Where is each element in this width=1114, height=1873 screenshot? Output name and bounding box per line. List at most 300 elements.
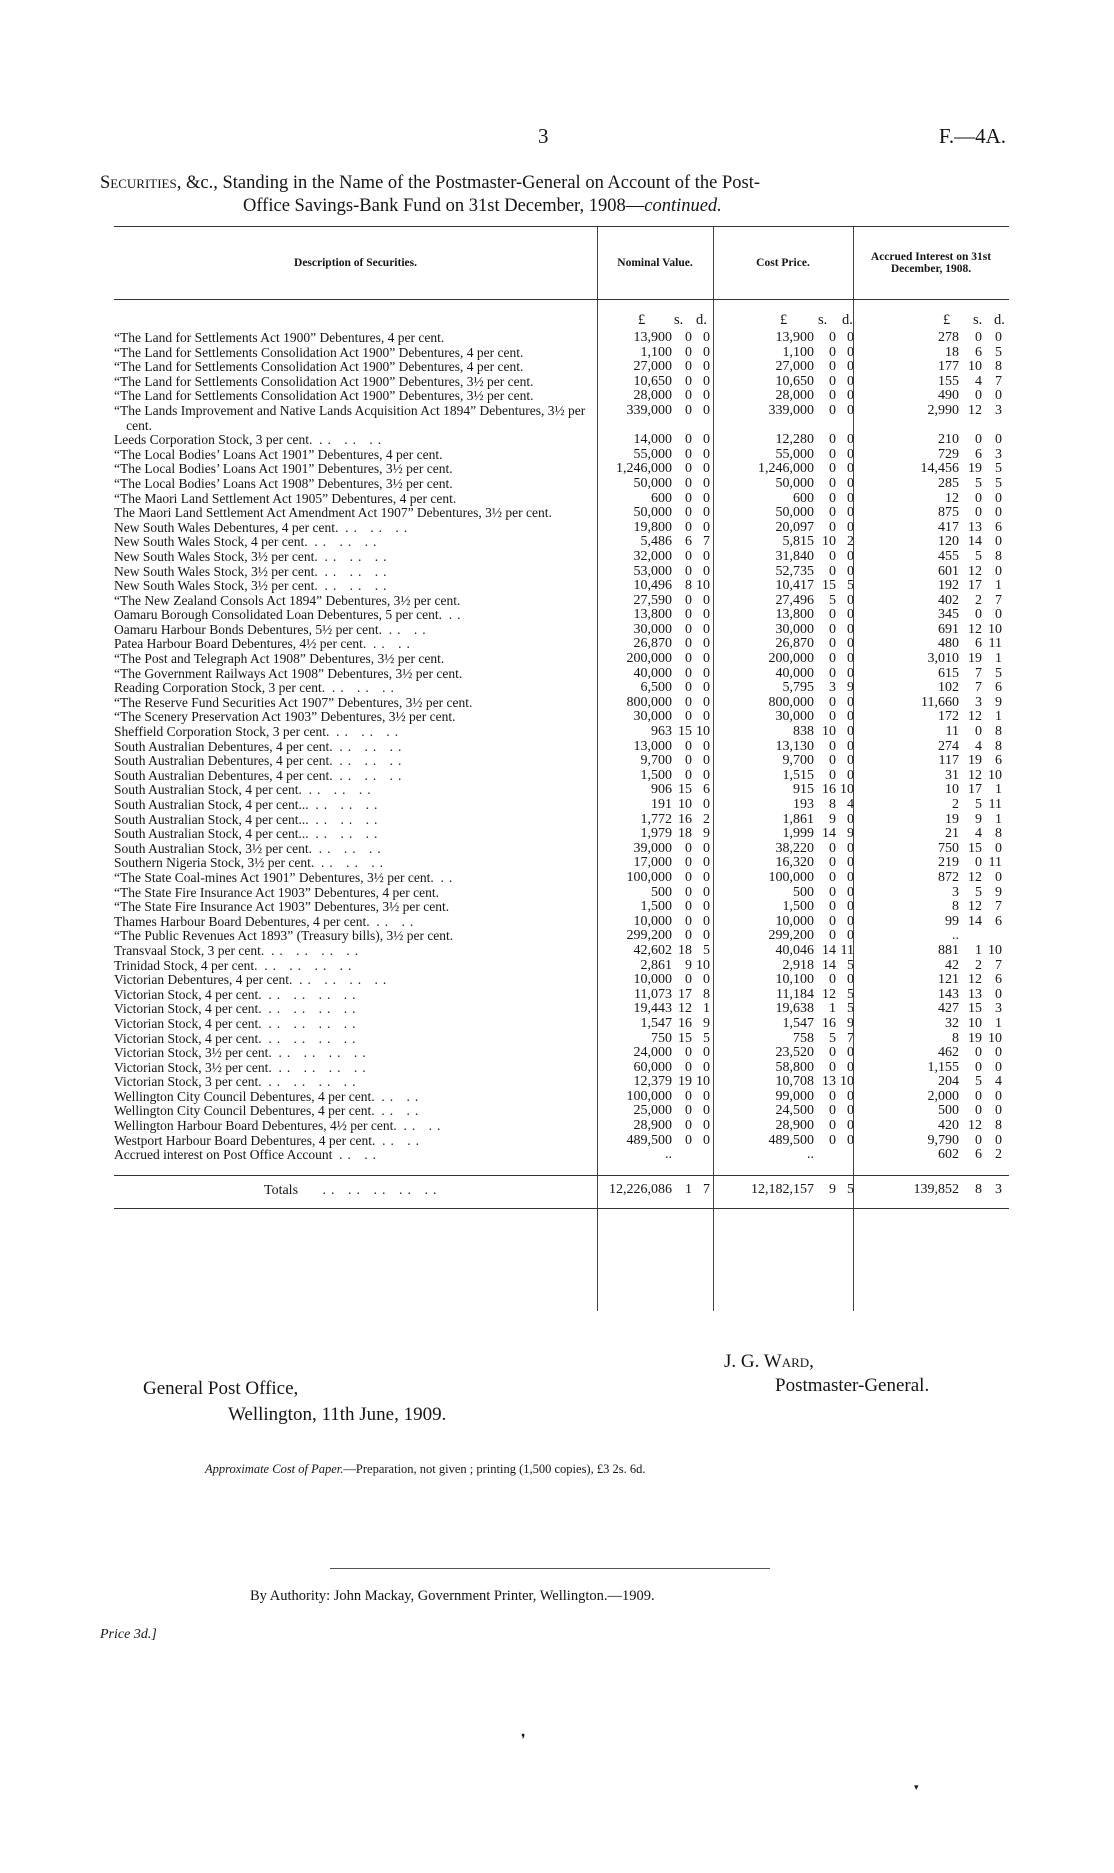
nominal-shillings: 0 <box>685 694 692 710</box>
accrued-pence: 9 <box>995 694 1002 710</box>
accrued-shillings: 10 <box>968 1015 982 1031</box>
cost-shillings: 0 <box>829 840 836 856</box>
nominal-pence: 0 <box>703 972 710 988</box>
leader-dots: .. .. .. .. <box>268 986 361 1002</box>
cost-shillings: 5 <box>829 592 836 608</box>
security-description: “The State Fire Insurance Act 1903” Debentures, 3½ per cent. <box>114 899 450 915</box>
accrued-pounds: 285 <box>938 475 959 491</box>
accrued-shillings: 7 <box>975 680 982 696</box>
table-row <box>114 346 1009 361</box>
security-description: Oamaru Borough Consolidated Loan Debentures, 5 per cent. .. <box>114 607 466 623</box>
security-description: Victorian Stock, 4 per cent. .. .. .. .. <box>114 986 361 1002</box>
cost-pence: 5 <box>847 986 854 1002</box>
nominal-pounds: 100,000 <box>626 1088 672 1104</box>
cost-pounds: 11,184 <box>776 986 814 1002</box>
nominal-pounds: 53,000 <box>633 563 672 579</box>
nominal-pence: 0 <box>703 330 710 345</box>
accrued-pounds: 102 <box>938 680 959 696</box>
nominal-shillings: 0 <box>685 490 692 506</box>
accrued-shillings: 0 <box>975 607 982 623</box>
nominal-shillings: 0 <box>685 607 692 623</box>
cost-pounds: 758 <box>793 1030 814 1046</box>
accrued-pence: 7 <box>995 373 1002 389</box>
security-description: “The New Zealand Consols Act 1894” Debentures, 3½ per cent. <box>114 592 461 608</box>
heading-lead: Securities <box>100 173 177 193</box>
nominal-pounds: 200,000 <box>626 651 672 667</box>
cost-shillings: 0 <box>829 753 836 769</box>
accrued-shillings: 6 <box>975 344 982 360</box>
nominal-shillings: 0 <box>685 1059 692 1075</box>
cost-shillings: 14 <box>822 957 836 973</box>
nominal-shillings: 0 <box>685 519 692 535</box>
cost-pence: 0 <box>847 490 854 506</box>
nominal-pence: 5 <box>703 942 710 958</box>
nominal-shillings: 0 <box>685 461 692 477</box>
cost-shillings: 0 <box>829 607 836 623</box>
table-row <box>114 535 1009 550</box>
accrued-pounds: 500 <box>938 1103 959 1119</box>
cost-pounds: 10,708 <box>775 1074 814 1090</box>
nominal-pounds: 6,500 <box>640 680 672 696</box>
nominal-pounds: 55,000 <box>633 446 672 462</box>
security-description: “The Local Bodies’ Loans Act 1901” Debentures, 3½ per cent. <box>114 461 453 477</box>
cost-shillings: 13 <box>822 1074 836 1090</box>
accrued-pence: 8 <box>995 359 1002 375</box>
cost-shillings: 14 <box>822 942 836 958</box>
table-row <box>114 637 1009 652</box>
unit-pence: d. <box>696 312 707 328</box>
cost-shillings: 0 <box>829 461 836 477</box>
totals-leader-dots: .. .. .. .. .. <box>322 1182 442 1198</box>
cost-pence: 0 <box>847 869 854 885</box>
cost-pence: 0 <box>847 694 854 710</box>
leader-dots: .. .. .. .. <box>268 1001 361 1017</box>
cost-pounds: 52,735 <box>775 563 814 579</box>
accrued-pounds: 192 <box>938 578 959 594</box>
security-description: Wellington City Council Debentures, 4 per cent. .. .. <box>114 1088 424 1104</box>
table-row <box>114 696 1009 711</box>
nominal-pence: 0 <box>703 1132 710 1148</box>
leader-dots: .. .. .. <box>318 840 386 856</box>
accrued-pounds: 2,990 <box>927 402 959 418</box>
totals-nominal-pounds: 12,226,086 <box>609 1181 672 1197</box>
table-row <box>114 652 1009 667</box>
accrued-pence: 3 <box>995 446 1002 462</box>
leader-dots: .. .. .. <box>339 738 407 754</box>
leader-dots: .. .. .. <box>315 811 383 827</box>
cost-shillings: 0 <box>829 548 836 564</box>
nominal-pounds: 299,200 <box>626 928 672 944</box>
cost-pounds: 40,000 <box>775 665 814 681</box>
cost-pence: 9 <box>847 680 854 696</box>
security-description: South Australian Debentures, 4 per cent. .. .. .. <box>114 767 407 783</box>
cost-pence: 5 <box>847 578 854 594</box>
accrued-pence: 0 <box>995 986 1002 1002</box>
cost-shillings: 0 <box>829 665 836 681</box>
table-row <box>114 813 1009 828</box>
leader-dots: .. .. <box>339 1147 381 1163</box>
table-row <box>114 550 1009 565</box>
nominal-pounds: 27,590 <box>633 592 672 608</box>
accrued-pounds: 490 <box>938 388 959 404</box>
cost-pence: 9 <box>847 1015 854 1031</box>
accrued-pence: 4 <box>995 1074 1002 1090</box>
table-row <box>114 827 1009 842</box>
nominal-shillings: 15 <box>678 782 692 798</box>
accrued-pounds: 402 <box>938 592 959 608</box>
accrued-shillings: 0 <box>975 855 982 871</box>
accrued-shillings: 5 <box>975 884 982 900</box>
unit-pence: d. <box>994 312 1005 328</box>
cost-pence: 0 <box>847 1118 854 1134</box>
leader-dots: .. .. .. <box>315 826 383 842</box>
nominal-shillings: 0 <box>685 1045 692 1061</box>
accrued-pence: 0 <box>995 388 1002 404</box>
accrued-shillings: 0 <box>975 1132 982 1148</box>
cost-pence: 0 <box>847 753 854 769</box>
nominal-pounds: 32,000 <box>633 548 672 564</box>
cost-pence: 0 <box>847 432 854 448</box>
table-row <box>114 404 1009 433</box>
security-description: Wellington Harbour Board Debentures, 4½ per cent. .. .. <box>114 1118 446 1134</box>
nominal-pence: 0 <box>703 359 710 375</box>
accrued-pounds: 274 <box>938 738 959 754</box>
leader-dots: .. .. <box>381 1088 424 1104</box>
leader-dots: .. .. .. <box>315 797 383 812</box>
cost-pounds: 2,918 <box>782 957 814 973</box>
accrued-pence: 7 <box>995 592 1002 608</box>
accrued-shillings: 5 <box>975 475 982 491</box>
cost-pounds: 20,097 <box>775 519 814 535</box>
cost-pence: 0 <box>847 972 854 988</box>
cost-pence: 0 <box>847 651 854 667</box>
security-description: Victorian Stock, 4 per cent. .. .. .. .. <box>114 1015 361 1031</box>
nominal-pounds: 800,000 <box>626 694 672 710</box>
security-description: Victorian Stock, 4 per cent. .. .. .. .. <box>114 1001 361 1017</box>
nominal-pence: 5 <box>703 1030 710 1046</box>
security-description: Victorian Stock, 4 per cent. .. .. .. .. <box>114 1030 361 1046</box>
accrued-pounds: 278 <box>938 330 959 345</box>
leader-dots: .. .. .. <box>324 548 392 564</box>
nominal-pounds: 50,000 <box>633 505 672 521</box>
accrued-pounds: 31 <box>945 767 959 783</box>
cost-pounds: 5,795 <box>782 680 814 696</box>
nominal-pence: 0 <box>703 884 710 900</box>
accrued-shillings: 12 <box>968 972 982 988</box>
accrued-shillings: 12 <box>968 1118 982 1134</box>
cost-pounds: 1,547 <box>782 1015 814 1031</box>
cost-shillings: 0 <box>829 899 836 915</box>
nominal-shillings: 0 <box>685 432 692 448</box>
nominal-shillings: 0 <box>685 767 692 783</box>
nominal-pence: 0 <box>703 767 710 783</box>
accrued-shillings: 12 <box>968 709 982 725</box>
cost-shillings: 0 <box>829 869 836 885</box>
table-row <box>114 915 1009 930</box>
nominal-shillings: 0 <box>685 928 692 944</box>
nominal-shillings: 12 <box>678 1001 692 1017</box>
accrued-pence: 6 <box>995 680 1002 696</box>
accrued-pounds: 2 <box>952 797 959 812</box>
nominal-pence: 0 <box>703 636 710 652</box>
accrued-pence: 5 <box>995 344 1002 360</box>
nominal-pounds: 339,000 <box>626 402 672 418</box>
table-row <box>114 1090 1009 1105</box>
nominal-shillings: 0 <box>685 709 692 725</box>
cost-pounds: 58,800 <box>775 1059 814 1075</box>
cost-pence: 0 <box>847 928 854 944</box>
unit-shilling: s. <box>818 312 828 328</box>
nominal-pence: 0 <box>703 432 710 448</box>
nominal-pounds: 10,650 <box>633 373 672 389</box>
accrued-pence: 8 <box>995 724 1002 740</box>
accrued-pounds: 1,155 <box>927 1059 959 1075</box>
accrued-shillings: 9 <box>975 811 982 827</box>
table-row <box>114 667 1009 682</box>
cost-pence: 0 <box>847 475 854 491</box>
cost-pence: 0 <box>847 1059 854 1075</box>
footer-rule <box>330 1568 770 1569</box>
accrued-shillings: 19 <box>968 651 982 667</box>
nominal-pounds: 191 <box>651 797 672 812</box>
table-row <box>114 492 1009 507</box>
leader-dots: .. .. <box>382 1132 424 1148</box>
cost-note-text: —Preparation, not given ; printing (1,500 copies), £3 2s. 6d. <box>343 1462 646 1476</box>
cost-shillings: 0 <box>829 1088 836 1104</box>
cost-shillings: 8 <box>829 797 836 812</box>
nominal-pounds: 1,246,000 <box>616 461 672 477</box>
cost-pounds: 55,000 <box>775 446 814 462</box>
accrued-shillings: 4 <box>975 826 982 842</box>
nominal-pence: 2 <box>703 811 710 827</box>
cost-pence: 0 <box>847 446 854 462</box>
cost-shillings: 0 <box>829 1059 836 1075</box>
accrued-shillings: 12 <box>968 402 982 418</box>
cost-shillings: 0 <box>829 446 836 462</box>
nominal-pounds: 10,496 <box>633 578 672 594</box>
accrued-pounds: 21 <box>945 826 959 842</box>
cost-pence: 0 <box>847 1045 854 1061</box>
nominal-shillings: 0 <box>685 475 692 491</box>
leader-dots: .. .. .. <box>339 753 407 769</box>
leader-dots: .. .. .. <box>319 432 387 448</box>
security-description: New South Wales Stock, 3½ per cent. .. .. .. <box>114 563 392 579</box>
nominal-pence: 7 <box>703 534 710 550</box>
unit-shilling: s. <box>674 312 684 328</box>
table-row <box>114 973 1009 988</box>
print-speck: ❜ <box>521 1733 526 1748</box>
cost-shillings: 14 <box>822 826 836 842</box>
cost-shillings: 0 <box>829 490 836 506</box>
cost-shillings: 0 <box>829 432 836 448</box>
cost-pence: 0 <box>847 330 854 345</box>
accrued-shillings: 5 <box>975 548 982 564</box>
security-description: “The Public Revenues Act 1893” (Treasury bills), 3½ per cent. <box>114 928 454 944</box>
accrued-pounds: 881 <box>938 942 959 958</box>
securities-table <box>114 226 1009 1209</box>
cost-pounds: 13,130 <box>775 738 814 754</box>
nominal-pounds: 1,979 <box>640 826 672 842</box>
accrued-pounds: 219 <box>938 855 959 871</box>
cost-pounds: 24,500 <box>775 1103 814 1119</box>
nominal-shillings: 0 <box>685 913 692 929</box>
cost-pence: 0 <box>847 548 854 564</box>
accrued-shillings: 0 <box>975 490 982 506</box>
cost-pence: 0 <box>847 1132 854 1148</box>
totals-accrued-shillings: 8 <box>975 1181 982 1197</box>
cost-pounds: 23,520 <box>775 1045 814 1061</box>
nominal-pence: 0 <box>703 490 710 506</box>
cost-pounds: 5,815 <box>782 534 814 550</box>
leader-dots: .. .. <box>381 1103 424 1119</box>
leader-dots: .. .. .. <box>324 578 392 594</box>
totals-cost-pounds: 12,182,157 <box>751 1181 814 1197</box>
nominal-pounds: 500 <box>651 884 672 900</box>
cost-shillings: 0 <box>829 884 836 900</box>
accrued-pounds: .. <box>952 928 959 944</box>
table-row <box>114 1046 1009 1061</box>
leader-dots: .. .. .. <box>320 855 388 871</box>
nominal-pence: 0 <box>703 519 710 535</box>
accrued-pence: 3 <box>995 1001 1002 1017</box>
cost-pounds: 489,500 <box>768 1132 814 1148</box>
table-row <box>114 959 1009 974</box>
table-row <box>114 754 1009 769</box>
cost-pounds: .. <box>807 1147 814 1163</box>
table-row <box>114 448 1009 463</box>
security-description: New South Wales Stock, 3½ per cent. .. .. .. <box>114 548 392 564</box>
accrued-pence: 6 <box>995 519 1002 535</box>
cost-pounds: 30,000 <box>775 621 814 637</box>
leader-dots: .. .. .. <box>324 563 392 579</box>
nominal-pence: 10 <box>696 724 710 740</box>
cost-pence: 10 <box>840 782 854 798</box>
table-row <box>114 740 1009 755</box>
nominal-pence: 9 <box>703 1015 710 1031</box>
nominal-pounds: 17,000 <box>633 855 672 871</box>
nominal-shillings: 0 <box>685 738 692 754</box>
accrued-pounds: 117 <box>938 753 959 769</box>
table-row <box>114 579 1009 594</box>
accrued-shillings: 19 <box>968 461 982 477</box>
totals-cost-shillings: 9 <box>829 1181 836 1197</box>
table-row <box>114 871 1009 886</box>
security-description: “The Land for Settlements Consolidation Act 1900” Debentures, 4 per cent. <box>114 344 524 360</box>
nominal-pence: 0 <box>703 855 710 871</box>
office-line-1: General Post Office, <box>143 1378 299 1399</box>
cost-shillings: 12 <box>822 986 836 1002</box>
nominal-shillings: 0 <box>685 869 692 885</box>
totals-cost-pence: 5 <box>847 1181 854 1197</box>
cost-pence: 0 <box>847 665 854 681</box>
table-row <box>114 988 1009 1003</box>
cost-shillings: 0 <box>829 694 836 710</box>
security-description: New South Wales Stock, 4 per cent. .. .. .. <box>114 534 382 550</box>
accrued-shillings: 0 <box>975 388 982 404</box>
accrued-pounds: 875 <box>938 505 959 521</box>
nominal-pence: 0 <box>703 1103 710 1119</box>
cost-shillings: 5 <box>829 1030 836 1046</box>
nominal-pounds: 489,500 <box>626 1132 672 1148</box>
security-description: “The Maori Land Settlement Act 1905” Debentures, 4 per cent. <box>114 490 457 506</box>
accrued-pounds: 455 <box>938 548 959 564</box>
accrued-shillings: 1 <box>975 942 982 958</box>
security-description: New South Wales Debentures, 4 per cent. .. .. .. <box>114 519 413 535</box>
accrued-pence: 5 <box>995 461 1002 477</box>
accrued-pence: 0 <box>995 534 1002 550</box>
nominal-pence: 0 <box>703 928 710 944</box>
nominal-pence: 10 <box>696 957 710 973</box>
nominal-pence: 6 <box>703 782 710 798</box>
nominal-pounds: 1,500 <box>640 767 672 783</box>
nominal-shillings: 0 <box>685 899 692 915</box>
heading-continued: continued. <box>644 196 722 216</box>
accrued-pounds: 14,456 <box>920 461 959 477</box>
accrued-pence: 8 <box>995 738 1002 754</box>
cost-pounds: 299,200 <box>768 928 814 944</box>
nominal-shillings: 16 <box>678 1015 692 1031</box>
security-description: Victorian Debentures, 4 per cent. .. .. .. .. <box>114 972 392 988</box>
cost-pounds: 28,900 <box>775 1118 814 1134</box>
cost-pounds: 1,100 <box>782 344 814 360</box>
nominal-pounds: 1,100 <box>640 344 672 360</box>
cost-shillings: 10 <box>822 724 836 740</box>
leader-dots: .. .. .. .. <box>268 1074 361 1090</box>
cost-pounds: 27,496 <box>775 592 814 608</box>
cost-pence: 0 <box>847 563 854 579</box>
security-description: “The Land for Settlements Consolidation Act 1900” Debentures, 4 per cent. <box>114 359 524 375</box>
table-row <box>114 521 1009 536</box>
accrued-shillings: 2 <box>975 592 982 608</box>
nominal-pence: 0 <box>703 797 710 812</box>
cost-pence: 0 <box>847 884 854 900</box>
security-description: Sheffield Corporation Stock, 3 per cent. .. .. .. <box>114 724 404 740</box>
accrued-pounds: 11,660 <box>921 694 959 710</box>
nominal-shillings: 0 <box>685 680 692 696</box>
accrued-pence: 1 <box>995 811 1002 827</box>
cost-shillings: 10 <box>822 534 836 550</box>
cost-pounds: 16,320 <box>775 855 814 871</box>
accrued-pounds: 8 <box>952 1030 959 1046</box>
leader-dots: .. <box>440 869 458 885</box>
cost-pounds: 10,650 <box>775 373 814 389</box>
nominal-pounds: 19,800 <box>633 519 672 535</box>
nominal-pounds: 1,547 <box>640 1015 672 1031</box>
cost-shillings: 0 <box>829 738 836 754</box>
cost-pence: 0 <box>847 1103 854 1119</box>
table-row <box>114 1017 1009 1032</box>
nominal-shillings: 0 <box>685 388 692 404</box>
table-row <box>114 1148 1009 1163</box>
accrued-pounds: 602 <box>938 1147 959 1163</box>
nominal-pence: 9 <box>703 826 710 842</box>
totals-nominal-shillings: 1 <box>685 1181 692 1197</box>
cost-of-paper-note <box>205 1462 645 1477</box>
nominal-pounds: 2,861 <box>640 957 672 973</box>
cost-pounds: 1,246,000 <box>758 461 814 477</box>
cost-pounds: 38,220 <box>775 840 814 856</box>
cost-pounds: 1,999 <box>782 826 814 842</box>
leader-dots: .. .. .. <box>345 519 413 535</box>
page-number: 3 <box>538 124 549 148</box>
accrued-shillings: 6 <box>975 446 982 462</box>
nominal-shillings: 0 <box>685 1088 692 1104</box>
table-row <box>114 725 1009 740</box>
nominal-pence: 0 <box>703 694 710 710</box>
table-row <box>114 842 1009 857</box>
nominal-pence: 0 <box>703 665 710 681</box>
cost-shillings: 0 <box>829 636 836 652</box>
